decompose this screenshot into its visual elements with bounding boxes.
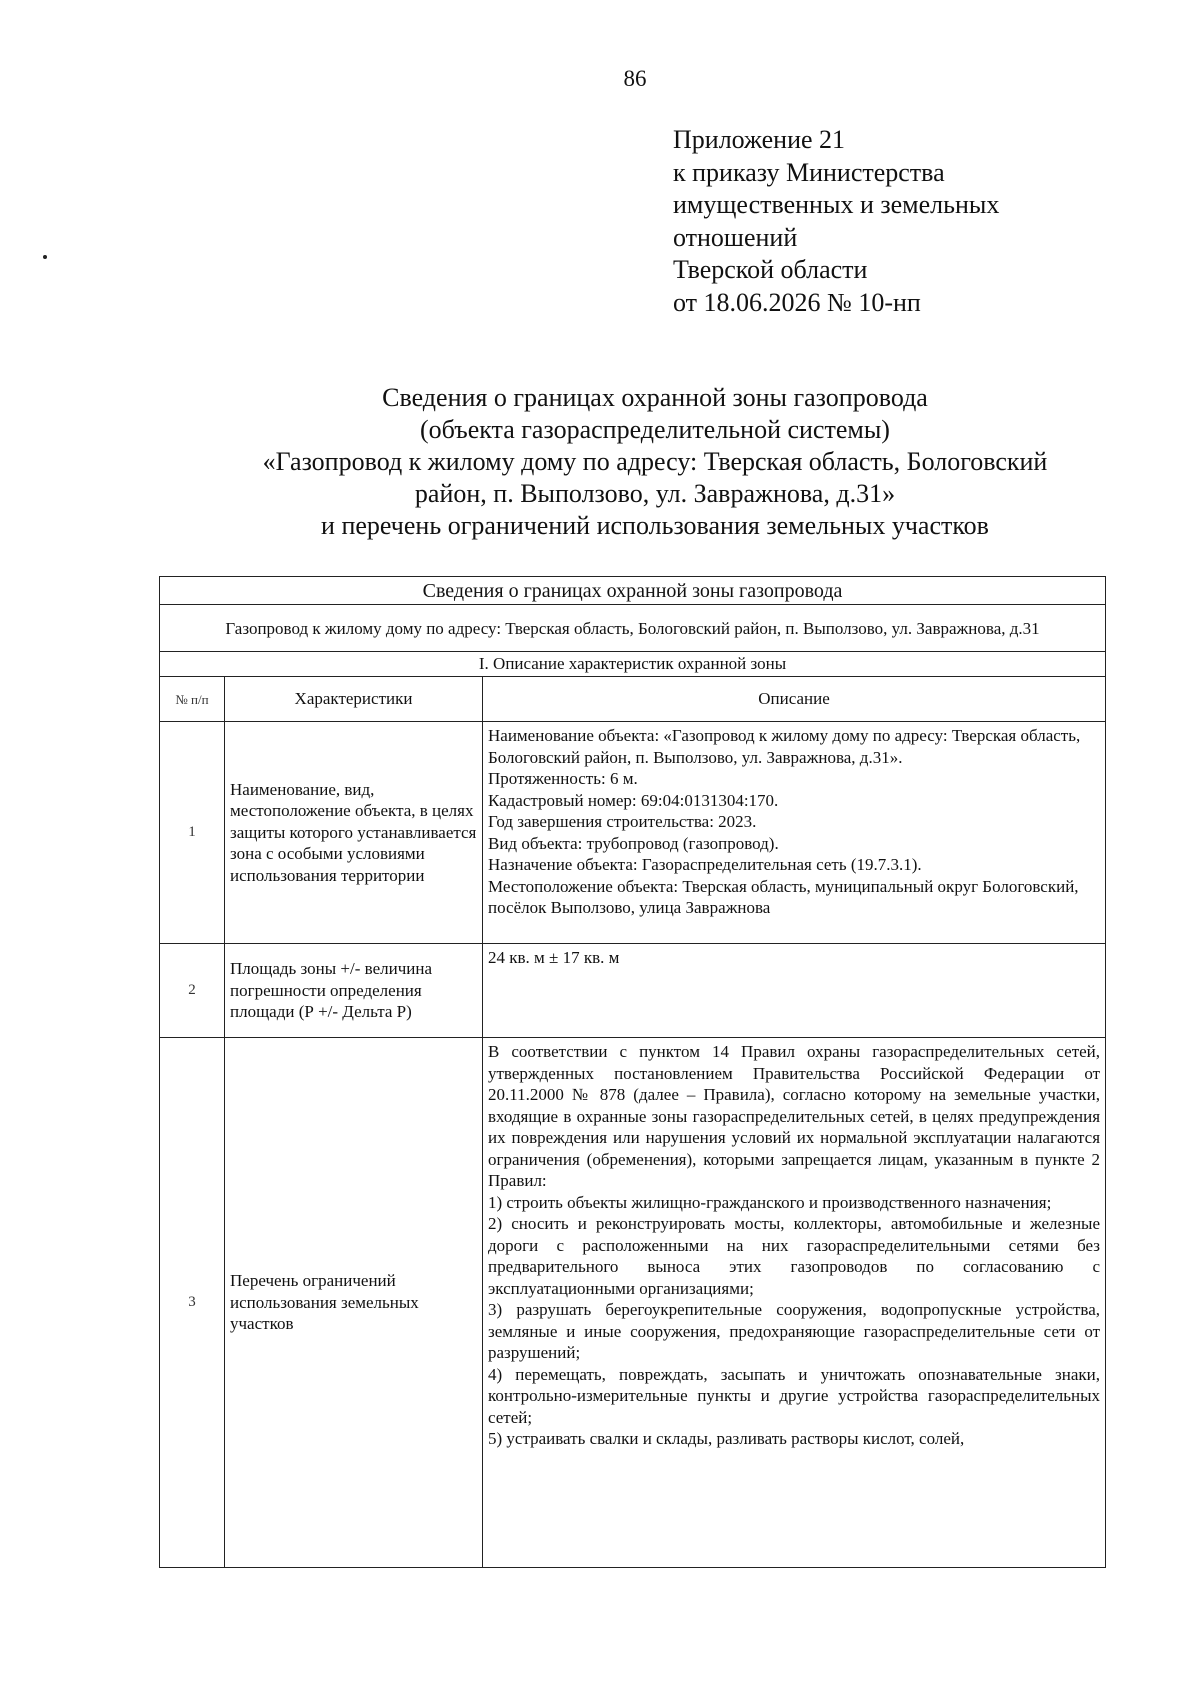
page-number: 86 [623, 66, 647, 91]
appendix-line: Тверской области [673, 255, 868, 284]
column-header-characteristics: Характеристики [225, 677, 483, 722]
row-description [483, 722, 1106, 944]
title-line: «Газопровод к жилому дому по адресу: Тверская область, Бологовский [262, 447, 1048, 476]
table-row [160, 722, 1106, 944]
table-row [160, 944, 1106, 1038]
title-line: (объекта газораспределительной системы) [420, 415, 890, 444]
description-line: Протяженность: 6 м. [488, 769, 638, 788]
zone-table [159, 576, 1106, 1568]
description-line: Вид объекта: трубопровод (газопровод). [488, 833, 779, 853]
description-line: Год завершения строительства: 2023. [488, 812, 757, 831]
row-characteristic: Площадь зоны +/- величина погрешности определения площади (Р +/- Дельта Р) [225, 944, 483, 1038]
appendix-block [673, 124, 999, 319]
description-line: Наименование объекта: «Газопровод к жилому дому по адресу: Тверская область, Бологовский район, п. Выползово, ул. Завражнова, д.31». [488, 726, 1081, 767]
row-description [483, 1038, 1106, 1568]
description-line: 1) строить объекты жилищно-гражданского и производственного назначения; [488, 1192, 1052, 1212]
description-line: 5) устраивать свалки и склады, разливать растворы кислот, солей, [488, 1429, 965, 1448]
title-line: Сведения о границах охранной зоны газопровода [382, 383, 928, 412]
scan-mark [43, 255, 47, 259]
description-line: 24 кв. м ± 17 кв. м [488, 948, 620, 967]
document-title [130, 382, 1180, 542]
row-description [483, 944, 1106, 1038]
description-line: 3) разрушать берегоукрепительные сооружения, водопропускные устройства, земляные и иные сооружения, предохраняющие газораспределительные сети от разрушений; [488, 1300, 1101, 1362]
description-line: Кадастровый номер: 69:04:0131304:170. [488, 790, 779, 810]
appendix-line: отношений [673, 222, 798, 252]
title-line: и перечень ограничений использования земельных участков [321, 511, 989, 540]
description-line: 4) перемещать, повреждать, засыпать и уничтожать опознавательные знаки, контрольно-измерительные пункты и другие устройства газораспределительных сетей; [488, 1364, 1101, 1427]
description-line: В соответствии с пунктом 14 Правил охраны газораспределительных сетей, утвержденных постановлением Правительства Российской Федерации от 20.11.2000 № 878 (далее – Правила), согласно которому на земельные участки, входящие в охранные зоны газораспределительных сетей, в целях предупреждения их повреждения или нарушения условий их нормальной эксплуатации налагаются ограничения (обременения), которыми запрещается лицам, указанным в пункте 2 Правил: [488, 1042, 1101, 1190]
appendix-line: от 18.06.2026 № 10-нп [673, 287, 921, 317]
title-line: район, п. Выползово, ул. Завражнова, д.31» [414, 479, 896, 508]
row-characteristic: Перечень ограничений использования земельных участков [225, 1038, 483, 1568]
column-header-number: № п/п [160, 677, 225, 722]
table-header: Сведения о границах охранной зоны газопровода [160, 577, 1106, 605]
row-number: 3 [160, 1038, 225, 1568]
table-object-name: Газопровод к жилому дому по адресу: Тверская область, Бологовский район, п. Выползово, ул. Завражнова, д.31 [160, 605, 1106, 652]
description-line: 2) сносить и реконструировать мосты, коллекторы, автомобильные и железные дороги с расположенными на них газораспределительными сетями без предварительного выноса этих газопроводов по согласованию с эксплуатационными организациями; [488, 1214, 1101, 1298]
description-line: Назначение объекта: Газораспределительная сеть (19.7.3.1). [488, 855, 922, 874]
row-number: 2 [160, 944, 225, 1038]
column-header-description: Описание [483, 677, 1106, 722]
table-row [160, 1038, 1106, 1568]
appendix-line: Приложение 21 [673, 125, 846, 154]
description-line: Местоположение объекта: Тверская область, муниципальный округ Бологовский, посёлок Выползово, улица Завражнова [488, 876, 1079, 917]
row-characteristic: Наименование, вид, местоположение объекта, в целях защиты которого устанавливается зона с особыми условиями использования территории [225, 722, 483, 944]
table-section-title: I. Описание характеристик охранной зоны [160, 652, 1106, 677]
appendix-line: к приказу Министерства [673, 157, 945, 187]
row-number: 1 [160, 722, 225, 944]
appendix-line: имущественных и земельных [673, 190, 1000, 219]
